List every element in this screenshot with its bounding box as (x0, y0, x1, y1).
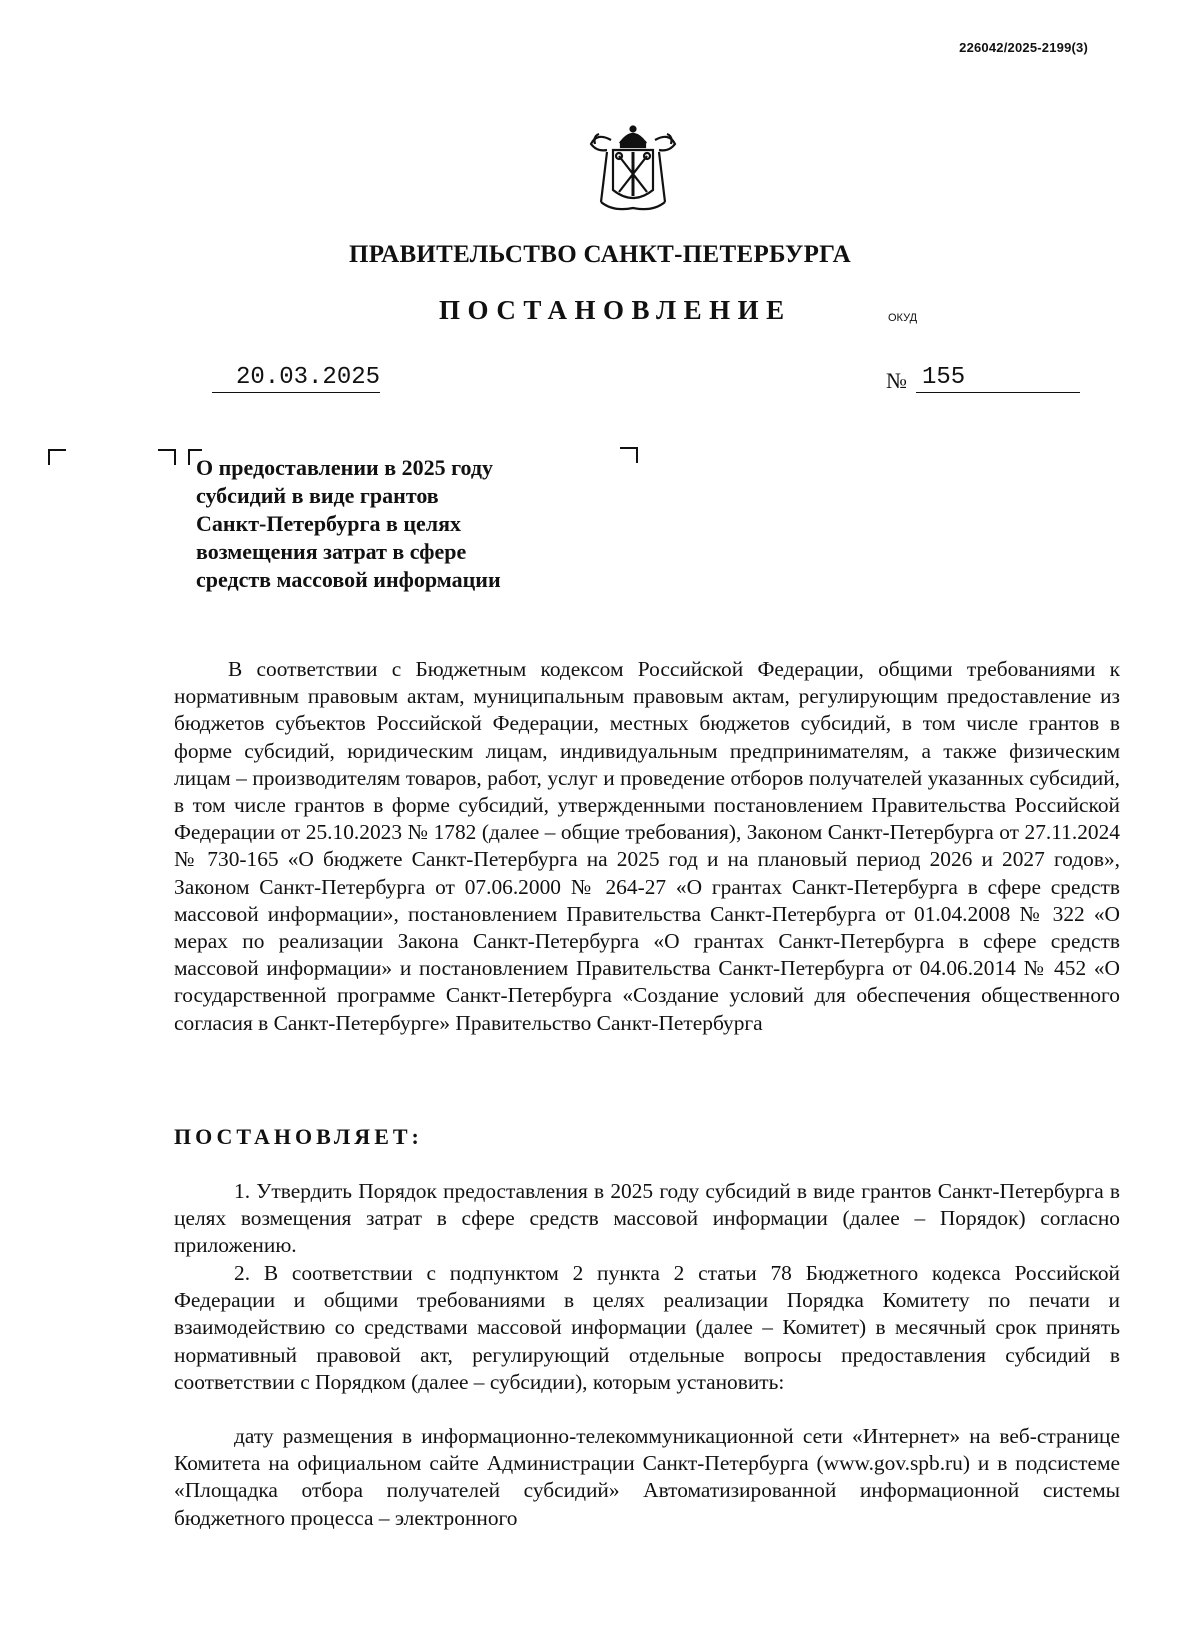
decree-number: 155 (916, 364, 1080, 393)
subject-line: возмещения затрат в сфере (196, 539, 467, 564)
margin-corner-mark (158, 449, 176, 465)
decree-verb: ПОСТАНОВЛЯЕТ: (174, 1124, 423, 1149)
preamble-paragraph: В соответствии с Бюджетным кодексом Российской Федерации, общими требованиями к нормативным правовым актам, муниципальным правовым актам, регулирующим предоставление из бюджетов субъектов Российской Федерации, местных бюджетов субсидий, в том числе грантов в форме субсидий, юридическим лицам, индивидуальным предпринимателям, а также физическим лицам – производителям товаров, работ, услуг и проведение отборов получателей указанных субсидий, в том числе грантов в форме субсидий, утвержденными постановлением Правительства Российской Федерации от 25.10.2023 № 1782 (далее – общие требования), Законом Санкт-Петербурга от 27.11.2024 № 730-165 «О бюджете Санкт-Петербурга на 2025 год и на плановый период 2026 и 2027 годов», Законом Санкт-Петербурга от 07.06.2000 № 264-27 «О грантах Санкт-Петербурга в сфере средств массовой информации», постановлением Правительства Санкт-Петербурга от 01.04.2008 № 322 «О мерах по реализации Закона Санкт-Петербурга «О грантах Санкт-Петербурга в сфере средств массовой информации» и постановлением Правительства Санкт-Петербурга от 04.06.2014 № 452 «О государственной программе Санкт-Петербурга «Создание условий для обеспечения общественного согласия в Санкт-Петербурге» Правительство Санкт-Петербурга (174, 657, 1120, 1035)
document-code: 226042/2025-2199(3) (959, 40, 1088, 55)
item-2-paragraph: 2. В соответствии с подпунктом 2 пункта 2 статьи 78 Бюджетного кодекса Российской Федерации и общими требованиями в целях реализации Порядка Комитету по печати и взаимодействию со средствами массовой информации (далее – Комитет) в месячный срок принять нормативный правовой акт, регулирующий отдельные вопросы предоставления субсидий в соответствии с Порядком (далее – субсидии), которым установить: (174, 1261, 1120, 1394)
spb-coat-of-arms-icon (583, 122, 683, 222)
subject-line: субсидий в виде грантов (196, 483, 439, 508)
government-title: ПРАВИТЕЛЬСТВО САНКТ-ПЕТЕРБУРГА (348, 241, 852, 268)
margin-corner-mark (620, 447, 638, 463)
decree-subject (196, 454, 576, 594)
decree-date: 20.03.2025 (212, 364, 380, 393)
okud-label: ОКУД (888, 312, 918, 324)
item-1-paragraph: 1. Утвердить Порядок предоставления в 2025 году субсидий в виде грантов Санкт-Петербурга в целях возмещения затрат в сфере средств массовой информации (далее – Порядок) согласно приложению. (174, 1179, 1120, 1258)
decree-title: ПОСТАНОВЛЕНИЕ (439, 295, 792, 325)
subject-line: О предоставлении в 2025 году (196, 455, 494, 480)
margin-corner-mark (48, 449, 66, 465)
subject-line: средств массовой информации (196, 567, 501, 592)
item-2-sub-paragraph: дату размещения в информационно-телекоммуникационной сети «Интернет» на веб-странице Комитета на официальном сайте Администрации Санкт-Петербурга (www.gov.spb.ru) и в подсистеме «Площадка отбора получателей субсидий» Автоматизированной информационной системы бюджетного процесса – электронного (174, 1424, 1120, 1530)
subject-line: Санкт-Петербурга в целях (196, 511, 462, 536)
number-sign: № (886, 368, 907, 393)
